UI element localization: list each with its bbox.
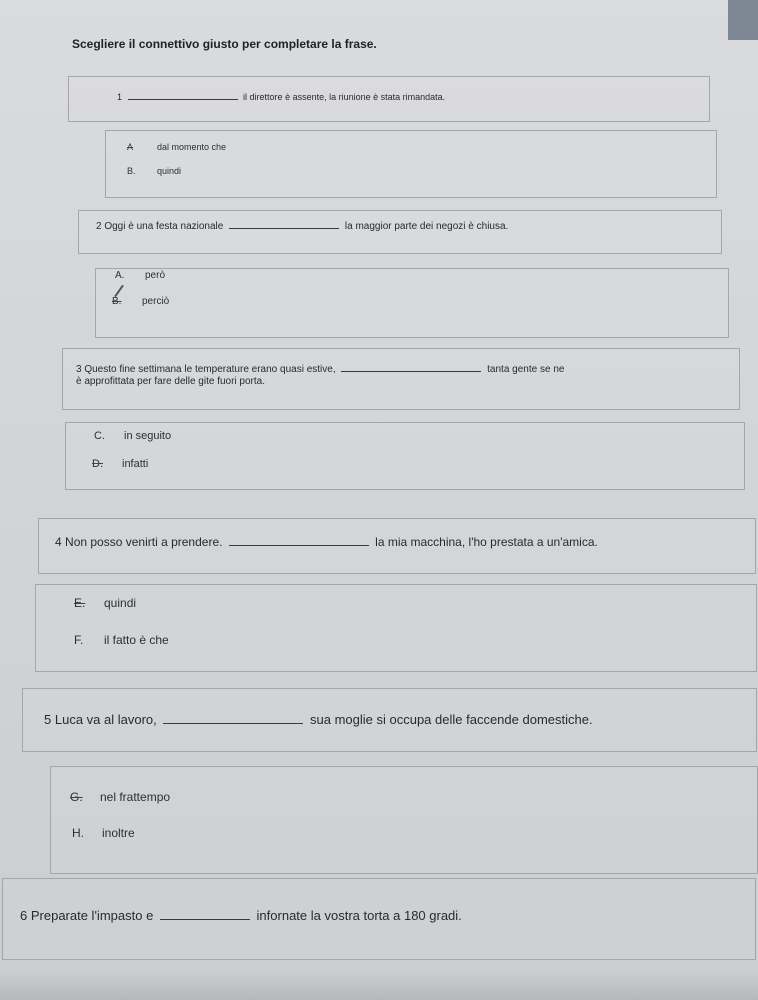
question-4-text	[55, 535, 598, 549]
options-1-box	[105, 130, 717, 198]
answer-blank[interactable]	[341, 370, 481, 372]
options-4-box	[35, 584, 757, 672]
answer-blank[interactable]	[229, 544, 369, 546]
question-after: il direttore è assente, la riunione è stata rimandata.	[243, 92, 446, 102]
option-text: perciò	[142, 296, 170, 307]
question-number: 6	[20, 908, 28, 923]
option-f[interactable]	[74, 633, 169, 647]
question-after: infornate la vostra torta a 180 gradi.	[256, 908, 462, 923]
option-c[interactable]	[94, 430, 171, 442]
option-letter: D.	[92, 458, 103, 470]
option-text: il fatto è che	[104, 633, 169, 647]
question-number: 4	[55, 535, 62, 549]
question-number: 2	[96, 221, 102, 232]
question-number: 3	[76, 364, 82, 375]
answer-blank[interactable]	[160, 918, 250, 920]
option-a[interactable]	[115, 270, 165, 281]
option-letter: B.	[127, 166, 136, 176]
question-after: sua moglie si occupa delle faccende domestiche.	[310, 712, 593, 727]
option-text: dal momento che	[157, 142, 227, 152]
option-text: però	[145, 270, 166, 281]
options-2-box	[95, 268, 729, 338]
answer-blank[interactable]	[163, 722, 303, 724]
option-text: in seguito	[124, 430, 172, 442]
question-3-line2: è approfittata per fare delle gite fuori porta.	[76, 376, 266, 387]
option-b[interactable]	[127, 166, 181, 176]
option-letter: A.	[115, 270, 125, 281]
option-text: nel frattempo	[100, 790, 171, 804]
question-5-text	[44, 712, 593, 727]
question-before: Luca va al lavoro,	[54, 712, 157, 727]
question-3-text	[76, 364, 564, 375]
option-b[interactable]	[112, 296, 169, 307]
question-number: 5	[44, 712, 52, 727]
question-before: Preparate l'impasto e	[30, 908, 154, 923]
question-after: la maggior parte dei negozi è chiusa.	[344, 221, 509, 232]
option-letter: C.	[94, 430, 105, 442]
exercise-title: Scegliere il connettivo giusto per completare la frase.	[72, 37, 377, 51]
question-after: tanta gente se ne	[487, 364, 565, 375]
question-before: Oggi è una festa nazionale	[104, 221, 224, 232]
question-before: Non posso venirti a prendere.	[65, 535, 223, 549]
options-5-box	[50, 766, 758, 874]
question-after: la mia macchina, l'ho prestata a un'amica.	[375, 535, 598, 549]
page-edge	[728, 0, 758, 40]
question-6-text	[20, 908, 462, 923]
question-2-box	[78, 210, 722, 254]
question-2-text	[96, 221, 508, 232]
question-number: 1	[117, 92, 123, 102]
option-letter: F.	[74, 633, 84, 647]
question-before: Questo fine settimana le temperature erano quasi estive,	[84, 364, 336, 375]
option-letter: E.	[74, 596, 86, 610]
option-letter: A	[127, 142, 134, 152]
option-g[interactable]	[70, 790, 170, 804]
option-text: quindi	[157, 166, 182, 176]
option-letter: G.	[70, 790, 83, 804]
answer-blank[interactable]	[128, 98, 238, 100]
option-text: quindi	[104, 596, 137, 610]
option-a[interactable]	[127, 142, 226, 152]
option-letter: B.	[112, 296, 122, 307]
page-shadow	[0, 970, 758, 1000]
option-text: inoltre	[102, 826, 135, 840]
option-letter: H.	[72, 826, 84, 840]
option-e[interactable]	[74, 596, 136, 610]
option-h[interactable]	[72, 826, 135, 840]
question-1-text	[117, 92, 445, 102]
answer-blank[interactable]	[229, 227, 339, 229]
option-text: infatti	[122, 458, 149, 470]
option-d[interactable]	[92, 458, 148, 470]
